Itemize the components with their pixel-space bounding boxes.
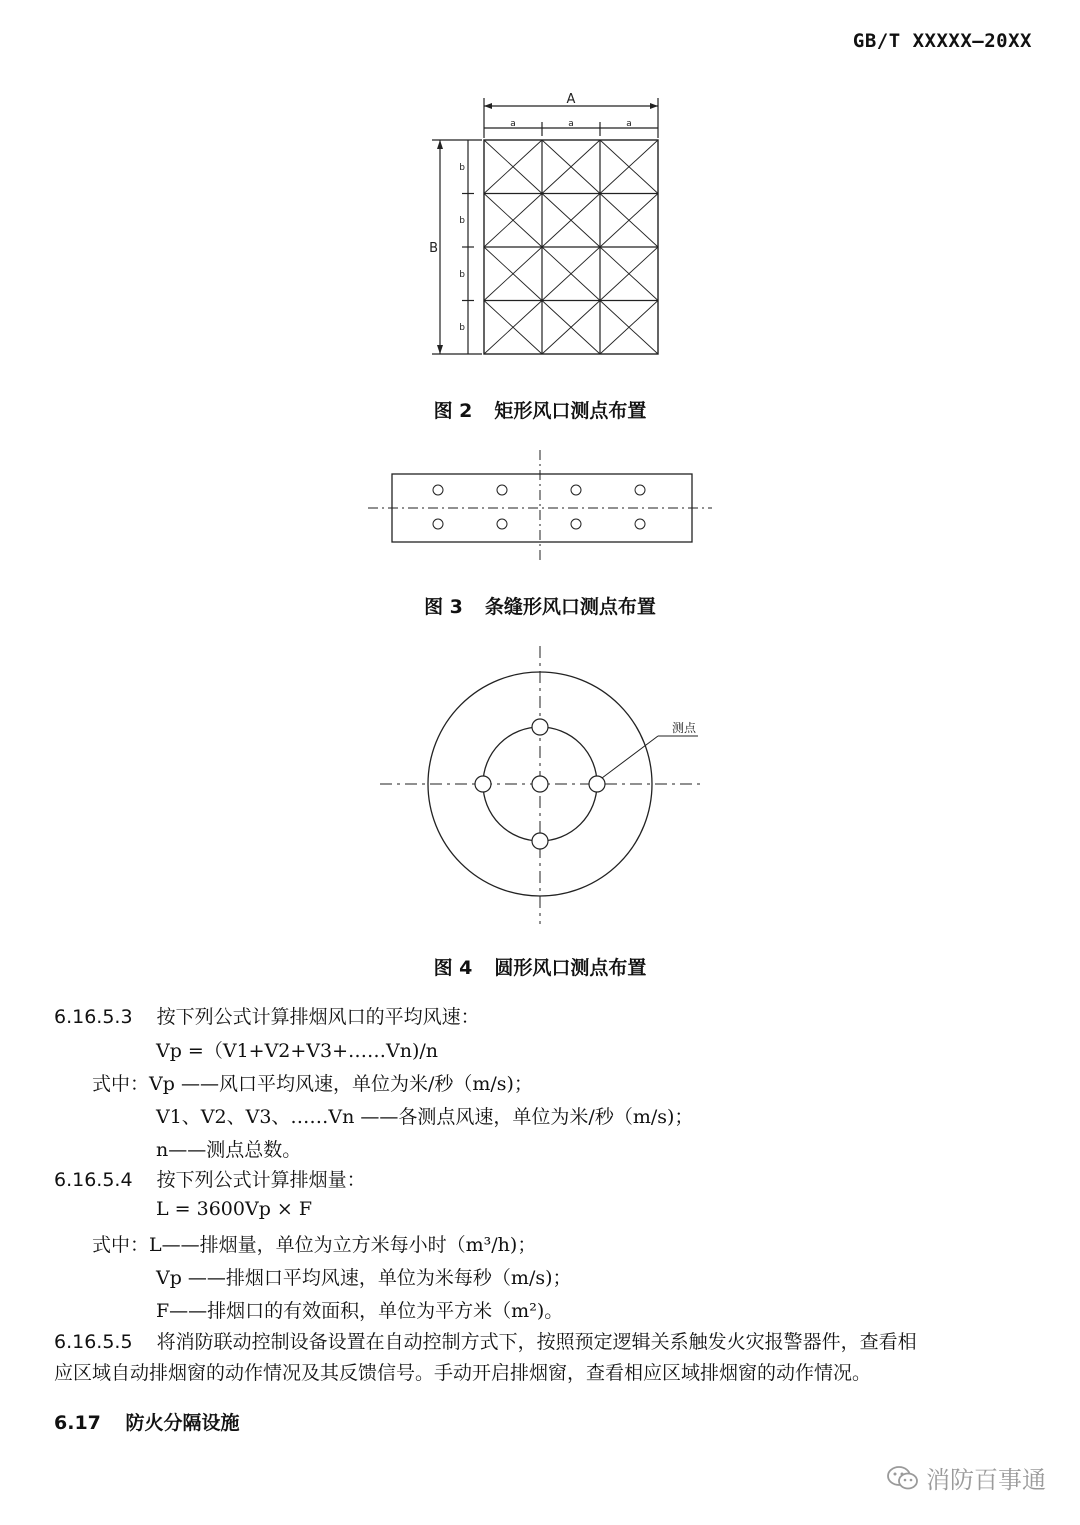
dimension-label-b: b bbox=[459, 270, 465, 280]
figure3-caption bbox=[0, 592, 1080, 619]
figure3-number: 图 3 bbox=[424, 596, 463, 618]
figure4-circular-vent-diagram bbox=[380, 644, 720, 926]
dimension-label-a: a bbox=[510, 119, 516, 129]
where-label: 式中： bbox=[92, 1234, 150, 1256]
dimension-label-B: B bbox=[429, 241, 438, 256]
where-label: 式中： bbox=[92, 1073, 150, 1095]
section-title: 防火分隔设施 bbox=[125, 1412, 240, 1434]
definition-F: F——排烟口的有效面积，单位为平方米（m²)。 bbox=[156, 1300, 564, 1322]
section-number: 6.17 bbox=[54, 1412, 101, 1434]
figure4-number: 图 4 bbox=[433, 957, 473, 979]
figure3-slot-vent-diagram bbox=[360, 446, 720, 566]
formula-smoke-volume: L = 3600Vp × F bbox=[156, 1198, 313, 1220]
figure2-caption bbox=[0, 396, 1080, 423]
figure3-title: 条缝形风口测点布置 bbox=[484, 596, 656, 618]
document-code: GB/T XXXXX—20XX bbox=[852, 30, 1032, 52]
clause-number: 6.16.5.3 bbox=[54, 1006, 133, 1028]
clause-text: 按下列公式计算排烟量： bbox=[156, 1169, 366, 1191]
clause-number: 6.16.5.4 bbox=[54, 1169, 133, 1191]
clause-6-16-5-4 bbox=[54, 1165, 366, 1192]
clause-text-line1: 将消防联动控制设备设置在自动控制方式下，按照预定逻辑关系触发火灾报警器件，查看相 bbox=[156, 1331, 917, 1353]
figure4-title: 圆形风口测点布置 bbox=[494, 957, 647, 979]
definition-vp: Vp ——风口平均风速，单位为米/秒（m/s)； bbox=[149, 1073, 533, 1095]
callout-measuring-point: 测点 bbox=[672, 721, 697, 735]
dimension-label-b: b bbox=[459, 323, 465, 333]
clause-6-16-5-3 bbox=[54, 1002, 480, 1029]
definition-L: L——排烟量，单位为立方米每小时（m³/h)； bbox=[149, 1234, 537, 1256]
clause-number: 6.16.5.5 bbox=[54, 1331, 133, 1353]
watermark bbox=[886, 1460, 1046, 1495]
clause-text: 按下列公式计算排烟风口的平均风速： bbox=[156, 1006, 480, 1028]
clause-6-16-5-5 bbox=[54, 1327, 917, 1354]
dimension-label-b: b bbox=[459, 216, 465, 226]
wechat-icon bbox=[886, 1464, 920, 1492]
definition-line bbox=[92, 1069, 533, 1096]
dimension-label-A: A bbox=[566, 92, 576, 107]
figure2-title: 矩形风口测点布置 bbox=[494, 400, 647, 422]
clause-text-line2: 应区域自动排烟窗的动作情况及其反馈信号。手动开启排烟窗，查看相应区域排烟窗的动作情况。 bbox=[54, 1362, 872, 1384]
definition-vp: Vp ——排烟口平均风速，单位为米每秒（m/s)； bbox=[156, 1267, 572, 1289]
formula-average-velocity: Vp =（V1+V2+V3+……Vn)/n bbox=[156, 1040, 439, 1062]
watermark-text: 消防百事通 bbox=[926, 1466, 1046, 1494]
figure2-number: 图 2 bbox=[433, 400, 473, 422]
definition-v1-vn: V1、V2、V3、……Vn ——各测点风速，单位为米/秒（m/s)； bbox=[156, 1106, 694, 1128]
figure2-rect-vent-diagram bbox=[420, 92, 680, 364]
dimension-label-a: a bbox=[626, 119, 632, 129]
section-heading-6-17 bbox=[54, 1408, 240, 1435]
definition-line bbox=[92, 1230, 536, 1257]
dimension-label-b: b bbox=[459, 163, 465, 173]
dimension-label-a: a bbox=[568, 119, 574, 129]
definition-n: n——测点总数。 bbox=[156, 1139, 302, 1161]
figure4-caption bbox=[0, 953, 1080, 980]
